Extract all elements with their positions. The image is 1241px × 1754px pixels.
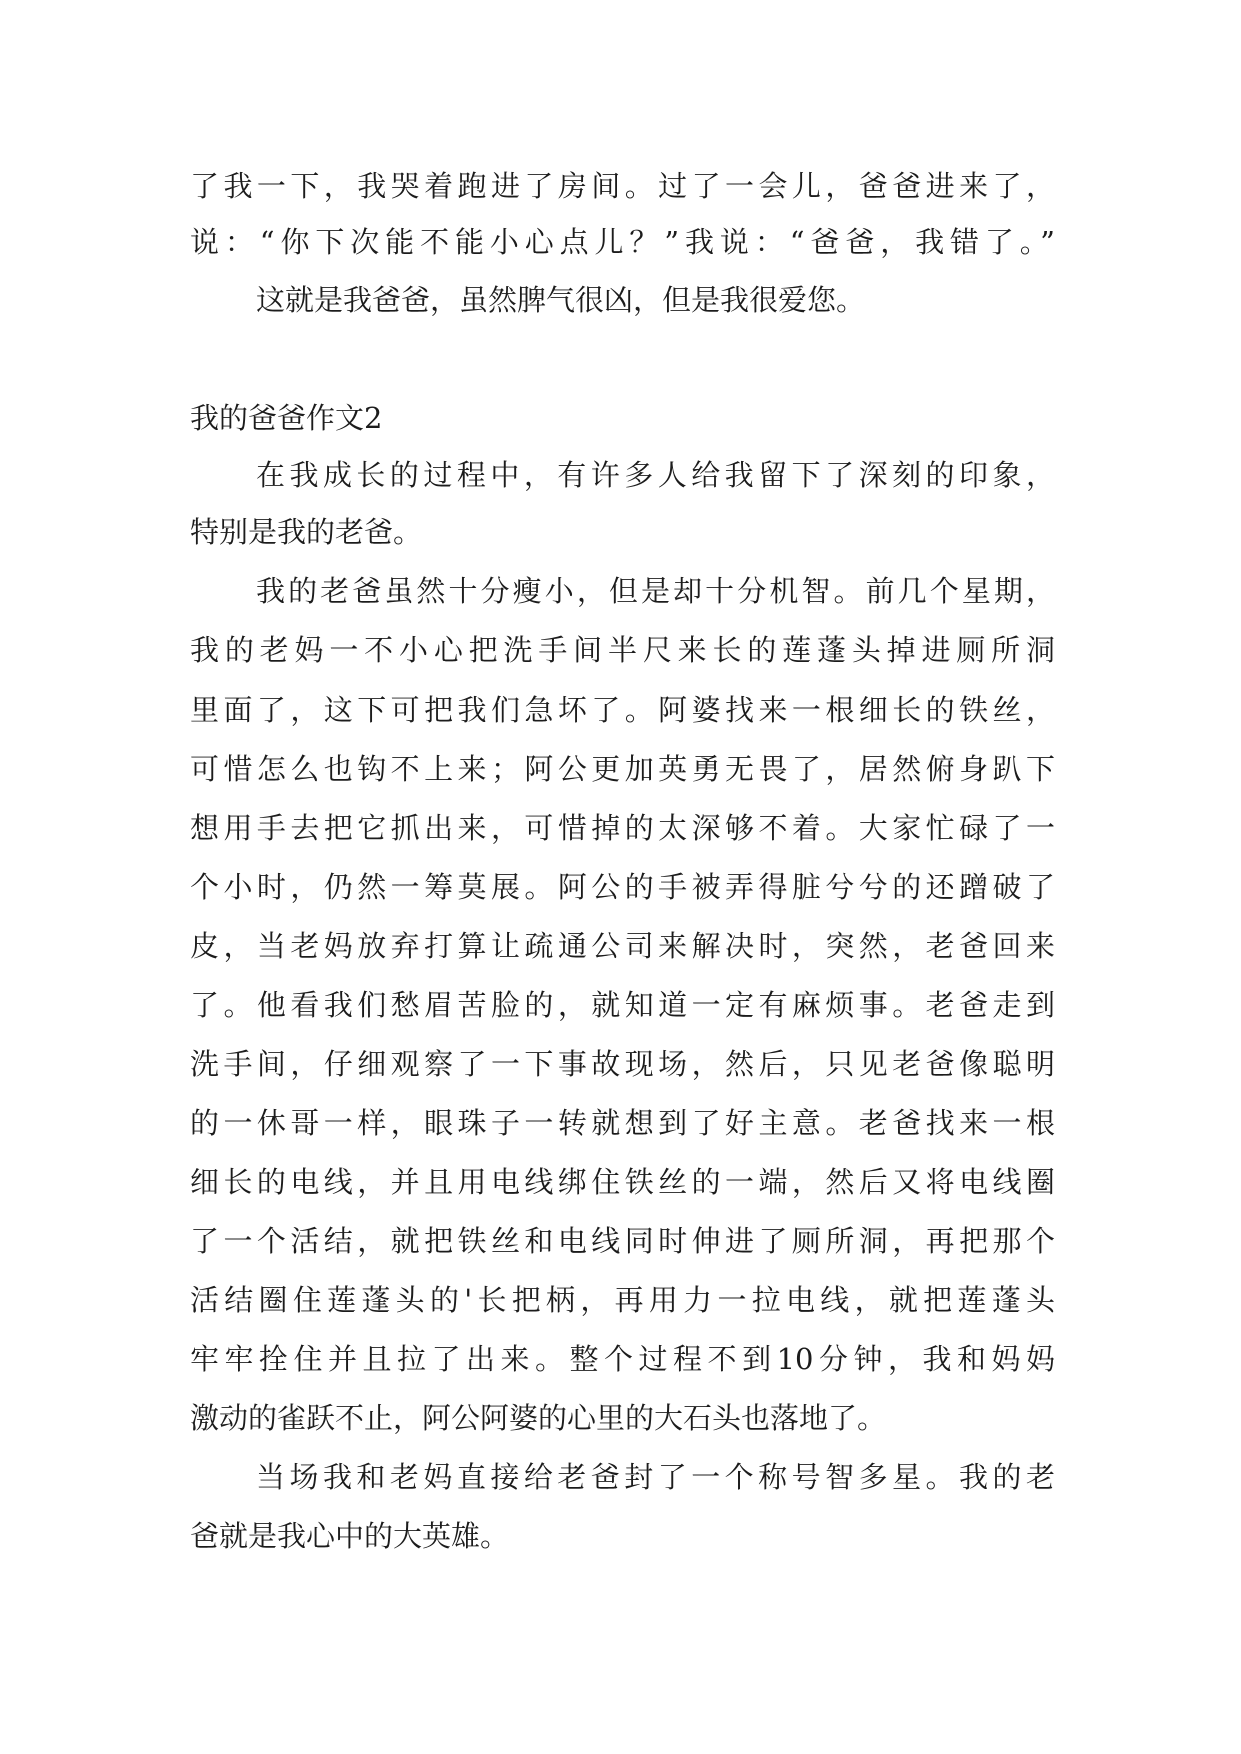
text-line: 在我成长的过程中，有许多人给我留下了深刻的印象，: [256, 458, 1055, 492]
text-line: 了。他看我们愁眉苦脸的，就知道一定有麻烦事。老爸走到: [190, 988, 1055, 1022]
text-line: 了一个活结，就把铁丝和电线同时伸进了厕所洞，再把那个: [190, 1224, 1055, 1258]
text-line: 我的老爸虽然十分瘦小，但是却十分机智。前几个星期，: [256, 574, 1055, 608]
text-line: 皮，当老妈放弃打算让疏通公司来解决时，突然，老爸回来: [190, 929, 1055, 963]
text-line: 特别是我的老爸。: [190, 515, 423, 549]
text-line: 活结圈住莲蓬头的'长把柄，再用力一拉电线，就把莲蓬头: [190, 1283, 1055, 1317]
text-line: 说：“你下次能不能小心点儿？”我说：“爸爸，我错了。”: [190, 225, 1055, 259]
section-title: 我的爸爸作文2: [190, 401, 383, 435]
text-line: 想用手去把它抓出来，可惜掉的太深够不着。大家忙碌了一: [190, 811, 1055, 845]
text-line: 牢牢拴住并且拉了出来。整个过程不到10分钟，我和妈妈: [190, 1342, 1055, 1376]
text-line: 爸就是我心中的大英雄。: [190, 1519, 510, 1553]
text-line: 这就是我爸爸，虽然脾气很凶，但是我很爱您。: [256, 283, 866, 317]
text-line: 洗手间，仔细观察了一下事故现场，然后，只见老爸像聪明: [190, 1047, 1055, 1081]
text-line: 细长的电线，并且用电线绑住铁丝的一端，然后又将电线圈: [190, 1165, 1055, 1199]
text-line: 了我一下，我哭着跑进了房间。过了一会儿，爸爸进来了，: [190, 169, 1055, 203]
text-line: 当场我和老妈直接给老爸封了一个称号智多星。我的老: [256, 1460, 1055, 1494]
text-line: 激动的雀跃不止，阿公阿婆的心里的大石头也落地了。: [190, 1401, 887, 1435]
text-line: 个小时，仍然一筹莫展。阿公的手被弄得脏兮兮的还蹭破了: [190, 870, 1055, 904]
text-line: 我的老妈一不小心把洗手间半尺来长的莲蓬头掉进厕所洞: [190, 633, 1055, 667]
text-line: 可惜怎么也钩不上来；阿公更加英勇无畏了，居然俯身趴下: [190, 752, 1055, 786]
text-line: 的一休哥一样，眼珠子一转就想到了好主意。老爸找来一根: [190, 1106, 1055, 1140]
text-line: 里面了，这下可把我们急坏了。阿婆找来一根细长的铁丝，: [190, 693, 1055, 727]
